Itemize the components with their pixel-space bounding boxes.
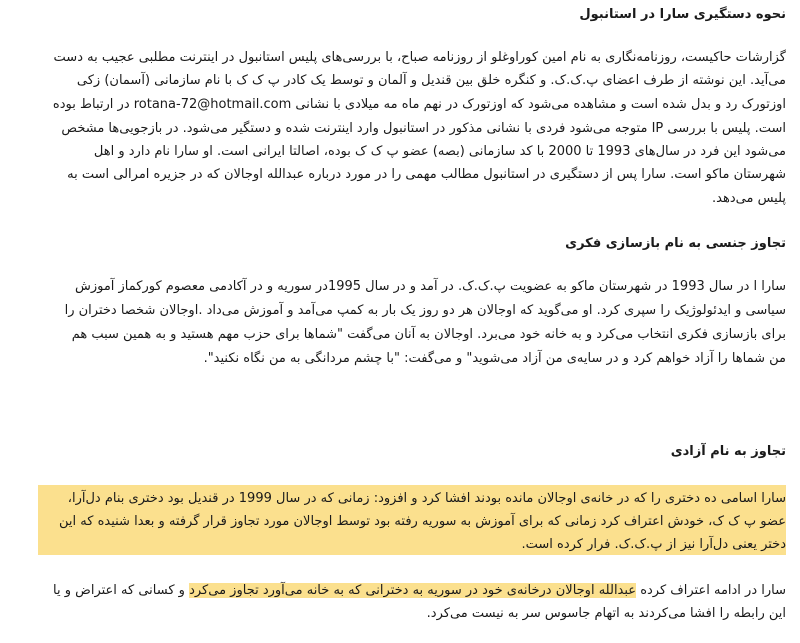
highlighted-line: سارا اسامی ده دختری را که در خانه‌ی اوجالان مانده بودند افشا کرد و افزود: زمانی که در سال 1999 در قندیل بود دختری بنام دل‌آرا، xyxy=(67,491,786,506)
paragraph-line-partial-highlight xyxy=(53,582,786,600)
paragraph-line: سیاسی و ایدئولوژیک را سپری کرد. او می‌گوید که اوجالان هر دو روز یک بار به کمپ می‌آمد و آموزش می‌داد .اوجالان شخصا دختران را xyxy=(64,303,786,318)
inline-highlight: عبدالله اوجالان درخانه‌ی خود در سوریه به دخترانی که به خانه می‌آورد تجاوز می‌کرد xyxy=(189,583,637,598)
line-text-end: و کسانی که اعتراض و یا xyxy=(53,583,190,598)
paragraph-line: گزارشات حاکیست، روزنامه‌نگاری به نام امین کوراوغلو از روزنامه صباح، با بررسی‌های پلیس استانبول در اینترنت مطلبی عجیب به دست xyxy=(53,50,786,65)
paragraph-line: است. پلیس با بررسی IP متوجه می‌شود فردی با نشانی مذکور در استانبول وارد اینترنت شده و دستگیر می‌شود. در بازجویی‌ها مشخص xyxy=(61,121,786,136)
paragraph-line: شهرستان ماکو است. سارا پس از دستگیری در استانبول مطالب مهمی را در مورد درباره عبدالله اوجالان که در جزیره امرالی است به xyxy=(67,167,786,182)
highlighted-line: دختر یعنی دل‌آرا نیز از پ.ک.ک. فرار کرده است. xyxy=(521,537,786,552)
highlighted-line: عضو پ ک ک، خودش اعتراف کرد زمانی که برای آموزش به سوریه رفته بود توسط اوجالان مورد تجاوز قرار گرفته و بعدا شنیده که این xyxy=(59,514,786,529)
line-text-start: سارا در ادامه اعتراف کرده xyxy=(636,583,786,598)
section-heading-arrest: نحوه دستگیری سارا در استانبول xyxy=(579,7,786,22)
paragraph-line: سارا ا در سال 1993 در شهرستان ماکو به عضویت پ.ک.ک. در آمد و در سال 1995در سوریه و در آکادمی معصوم کورکماز آموزش xyxy=(74,279,786,294)
paragraph-line: برای بازسازی فکری انتخاب می‌کرد و به خانه خود می‌برد. اوجالان به آنان می‌گفت "شماها برای حزب مهم هستید و به همین سبب هم xyxy=(71,327,786,342)
paragraph-line: پلیس می‌دهد. xyxy=(712,191,786,206)
paragraph-line: می‌شود این فرد در سال‌های 1993 تا 2000 با کد سازمانی (بصه) عضو پ ک ک بوده، اصالتا ایرانی است. او سارا نام دارد و اهل xyxy=(93,144,786,159)
section-heading-ideological-rebuild: تجاوز جنسی به نام بازسازی فکری xyxy=(565,236,786,251)
paragraph-line: می‌آید. این نوشته از طرف اعضای پ.ک.ک. و کنگره خلق بین قندیل و آلمان و توسط یک کادر پ ک ک با نام سازمانی (آسمان) زکی xyxy=(76,73,786,88)
section-heading-freedom: تجاوز به نام آزادی xyxy=(670,444,786,459)
paragraph-line: اوزتورک رد و بدل شده است و مشاهده می‌شود که اوزتورک در نهم ماه مه میلادی با نشانی rotana-72@hotmail.com در ارتباط بوده xyxy=(52,97,786,112)
paragraph-line: این رابطه را افشا می‌کردند به اتهام جاسوس سر به نیست می‌کرد. xyxy=(426,606,786,621)
paragraph-line: من شماها را آزاد خواهم کرد و در سایه‌ی من آزاد می‌شوید" و می‌گفت: "با چشم مردانگی به من نگاه نکنید". xyxy=(203,351,786,366)
